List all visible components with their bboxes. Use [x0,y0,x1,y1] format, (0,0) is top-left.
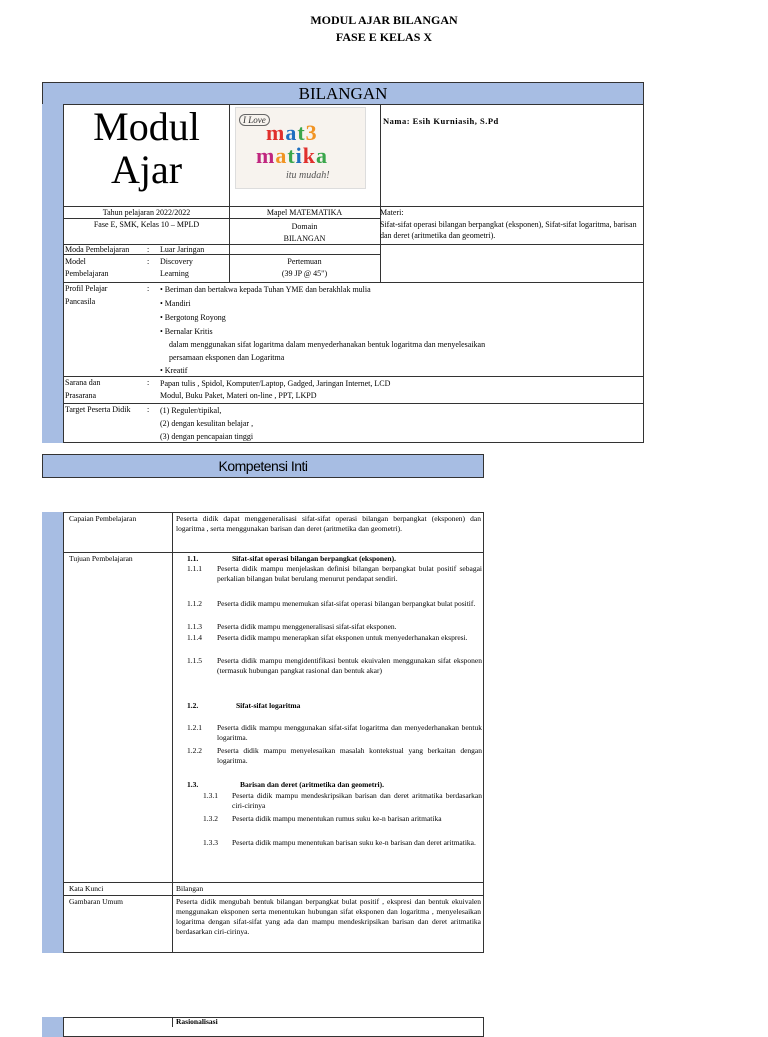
item-text: Peserta didik mampu menggeneralisasi sifat-sifat eksponen. [217,622,397,631]
item-text: Peserta didik mampu menentukan rumus suku ke-n barisan aritmatika [232,814,442,823]
gambaran-value: Peserta didik mengubah bentuk bilangan berpangkat bulat positif , ekspresi dan bentuk ekuivalen menggunakan eksponen serta menentukan hubungan sifat eksponen dan logaritma , menyelesaikan logaritma dengan sifat-sifat yang ada dan mampu mendeskripsikan barisan dan deret aritmatika berdasarkan ciri-cirinya. [176,897,481,936]
colon: : [147,284,150,293]
target-item: (3) dengan pencapaian tinggi [160,432,254,441]
matematika-logo: I Love mat3 matika itu mudah! [235,107,366,189]
item-text: Peserta didik mampu mengidentifikasi bentuk ekuivalen menggunakan sifat eksponen (termasuk hubungan pangkat rasional dan bentuk akar) [217,656,482,675]
item-number: 1.1.4 [187,633,202,642]
banner-text: BILANGAN [298,84,388,103]
capaian-value: Peserta didik dapat menggeneralisasi sifat-sifat operasi bilangan berpangkat (eksponen) dan logaritma , serta menggunakan barisan dan deret (aritmetika dan geometri). [176,514,481,533]
logo-word-matika: matika [256,143,329,168]
profil-item: • Bernalar Kritis [160,327,213,336]
materi-value: Sifat-sifat operasi bilangan berpangkat (eksponen), Sifat-sifat logaritma, barisan dan deret (aritmetika dan geometri). [380,220,637,240]
target-item: (2) dengan kesulitan belajar , [160,419,254,428]
profil-item: persamaan eksponen dan Logaritma [169,353,285,362]
rasionalisasi-table [42,1017,484,1037]
moda-value: Luar Jaringan [160,245,205,254]
section-number: 1.1. [187,554,199,563]
item-text: Peserta didik mampu menjelaskan definisi bilangan berpangkat bulat positif sebagai perkalian bilangan bulat berulang menurut pendapat sendiri. [217,564,482,583]
profil-item: • Beriman dan bertakwa kepada Tuhan YME dan berakhlak mulia [160,285,371,294]
colon: : [147,245,150,254]
profil-item: • Kreatif [160,366,188,375]
item-text: Peserta didik mampu menemukan sifat-sifat operasi bilangan berpangkat bulat positif. [217,599,476,608]
fase-kelas: Fase E, SMK, Kelas 10 – MPLD [93,220,200,229]
left-side-band-2 [42,512,64,953]
section-title: Barisan dan deret (aritmetika dan geometri). [240,780,385,789]
kata-kunci-value: Bilangan [176,884,204,893]
model-label-2: Pembelajaran [65,269,109,278]
sarana-label-1: Sarana dan [65,378,101,387]
left-side-band [42,104,64,443]
item-number: 1.1.5 [187,656,202,665]
domain-label: Domain [291,222,318,231]
left-side-band-3 [42,1017,64,1037]
tahun-pelajaran: Tahun pelajaran 2022/2022 [102,208,191,217]
gambaran-label: Gambaran Umum [69,897,123,906]
banner-bilangan [42,82,644,105]
sarana-value-2: Modul, Buku Paket, Materi on-line , PPT, LKPD [160,391,317,400]
section-number: 1.2. [187,701,199,710]
item-number: 1.1.2 [187,599,202,608]
model-label-1: Model [65,257,86,266]
colon: : [147,378,150,387]
tujuan-label: Tujuan Pembelajaran [69,554,133,563]
rasionalisasi-label: Rasionalisasi [176,1017,218,1026]
item-number: 1.3.3 [203,838,218,847]
section-number: 1.3. [187,780,199,789]
profil-item: dalam menggunakan sifat logaritma dalam menyederhanakan bentuk logaritma dan menyelesaikan [169,340,486,349]
pertemuan-value: (39 JP @ 45") [281,269,328,278]
kompetensi-inti-text: Kompetensi Inti [218,458,308,474]
item-text: Peserta didik mampu menyelesaikan masalah kontekstual yang berkaitan dengan logaritma. [217,746,482,765]
profil-label-1: Profil Pelajar [65,284,108,293]
materi-label: Materi: [380,208,404,217]
capaian-label: Capaian Pembelajaran [69,514,137,523]
section-title: Sifat-sifat operasi bilangan berpangkat (eksponen). [232,554,396,563]
pertemuan-label: Pertemuan [287,257,322,266]
profil-item: • Bergotong Royong [160,313,226,322]
profil-label-2: Pancasila [65,297,96,306]
item-text: Peserta didik mampu mendeskripsikan barisan dan deret aritmatika berdasarkan ciri-cirinya [232,791,482,810]
item-text: Peserta didik mampu menerapkan sifat eksponen untuk menyederhanakan ekspresi. [217,633,468,642]
moda-label: Moda Pembelajaran [65,245,130,254]
item-number: 1.2.1 [187,723,202,732]
logo-word-mat3: mat3 [266,120,318,145]
kata-kunci-label: Kata Kunci [69,884,104,893]
item-number: 1.1.3 [187,622,202,631]
author-name: Nama: Esih Kurniasih, S.Pd [383,116,499,126]
model-value-1: Discovery [160,257,193,266]
item-text: Peserta didik mampu menggunakan sifat-sifat logaritma dan menyederhanakan bentuk logaritma. [217,723,482,742]
target-item: (1) Reguler/tipikal, [160,406,222,415]
sarana-value-1: Papan tulis , Spidol, Komputer/Laptop, Gadged, Jaringan Internet, LCD [160,379,391,388]
model-value-2: Learning [160,269,189,278]
item-number: 1.1.1 [187,564,202,573]
item-number: 1.2.2 [187,746,202,755]
colon: : [147,257,150,266]
domain-value: BILANGAN [283,234,326,243]
document-title-line2: FASE E KELAS X [335,30,433,44]
profil-item: • Mandiri [160,299,191,308]
kompetensi-inti-bar [42,454,484,478]
colon: : [147,405,150,414]
target-label: Target Peserta Didik [65,405,131,414]
item-text: Peserta didik mampu menentukan barisan suku ke-n barisan dan deret aritmatika. [232,838,476,847]
item-number: 1.3.2 [203,814,218,823]
modul-ajar-heading: Modul Ajar [93,104,200,192]
mapel: Mapel MATEMATIKA [266,208,343,217]
sarana-label-2: Prasarana [65,391,97,400]
item-number: 1.3.1 [203,791,218,800]
document-title-line1: MODUL AJAR BILANGAN [310,13,458,27]
section-title: Sifat-sifat logaritma [236,701,301,710]
